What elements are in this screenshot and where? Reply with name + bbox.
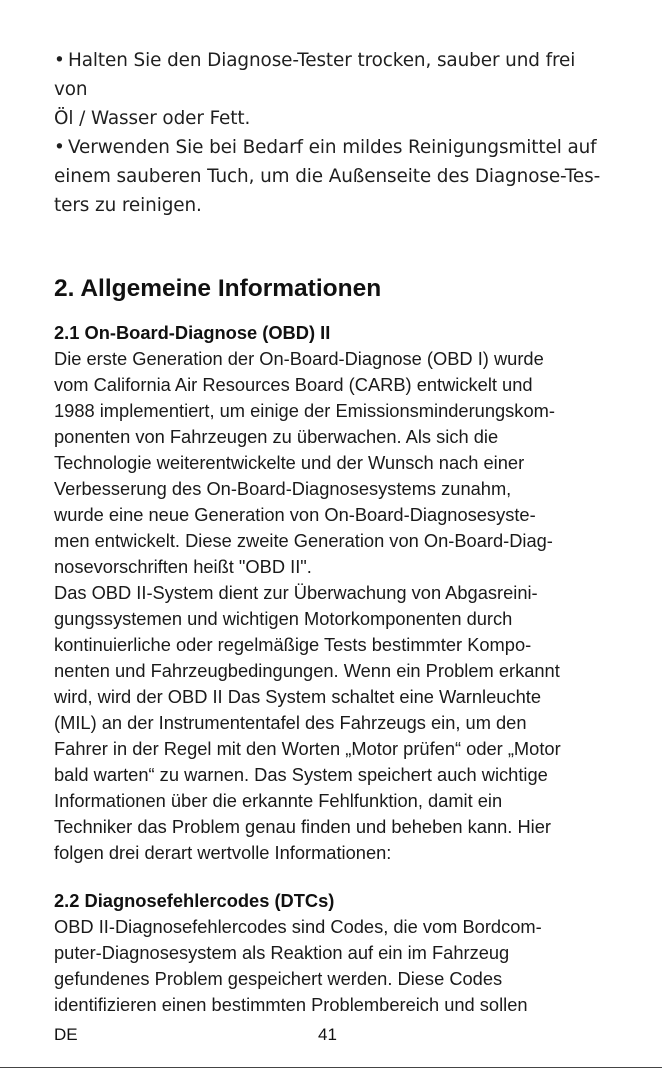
footer-page-number: 41 xyxy=(318,1025,337,1044)
text-line: ponenten von Fahrzeugen zu überwachen. Als sich die xyxy=(54,426,499,447)
bottom-divider xyxy=(0,1067,662,1068)
text-line: Die erste Generation der On-Board-Diagnose (OBD I) wurde xyxy=(54,348,544,369)
text-line: kontinuierliche oder regelmäßige Tests bestimmter Kompo- xyxy=(54,634,532,655)
text-line: nenten und Fahrzeugbedingungen. Wenn ein Problem erkannt xyxy=(54,660,560,681)
text-line: ters zu reinigen. xyxy=(54,195,202,216)
bullet-marker: • xyxy=(54,50,65,71)
text-line: Informationen über die erkannte Fehlfunktion, damit ein xyxy=(54,790,503,811)
text-line: nosevorschriften heißt "OBD II". xyxy=(54,556,312,577)
text-line: wurde eine neue Generation von On-Board-Diagnosesyste- xyxy=(54,504,536,525)
text-line: Öl / Wasser oder Fett. xyxy=(54,108,251,129)
text-line: 1988 implementiert, um einige der Emissionsminderungskom- xyxy=(54,400,555,421)
page-footer xyxy=(54,1025,614,1049)
text-line: (MIL) an der Instrumententafel des Fahrzeugs ein, um den xyxy=(54,712,527,733)
text-line: puter-Diagnosesystem als Reaktion auf ein im Fahrzeug xyxy=(54,942,510,963)
obd-system-paragraph xyxy=(54,580,614,866)
text-line: OBD II-Diagnosefehlercodes sind Codes, die vom Bordcom- xyxy=(54,916,542,937)
page-content xyxy=(54,46,614,1018)
text-line: gefundenes Problem gespeichert werden. Diese Codes xyxy=(54,968,503,989)
text-line: identifizieren einen bestimmten Problembereich und sollen xyxy=(54,994,528,1015)
text-line: folgen drei derart wertvolle Informationen: xyxy=(54,842,392,863)
section-heading: 2. Allgemeine Informationen xyxy=(54,275,382,302)
text-line: Verwenden Sie bei Bedarf ein mildes Reinigungsmittel auf xyxy=(68,137,597,158)
text-line: bald warten“ zu warnen. Das System speichert auch wichtige xyxy=(54,764,548,785)
text-line: einem sauberen Tuch, um die Außenseite des Diagnose-Tes- xyxy=(54,166,601,187)
subsection-heading-obd: 2.1 On-Board-Diagnose (OBD) II xyxy=(54,322,331,343)
obd-history-paragraph xyxy=(54,346,614,580)
text-line: Halten Sie den Diagnose-Tester trocken, sauber und frei von xyxy=(54,50,576,100)
footer-language-code: DE xyxy=(54,1025,78,1044)
text-line: Techniker das Problem genau finden und beheben kann. Hier xyxy=(54,816,551,837)
care-bullet-list xyxy=(54,46,614,220)
bullet-item-cleaning xyxy=(54,133,614,220)
bullet-marker: • xyxy=(54,137,65,158)
bullet-item-keep-dry xyxy=(54,46,614,133)
dtc-paragraph xyxy=(54,914,614,1018)
text-line: Fahrer in der Regel mit den Worten „Motor prüfen“ oder „Motor xyxy=(54,738,561,759)
subsection-heading-dtc: 2.2 Diagnosefehlercodes (DTCs) xyxy=(54,890,335,911)
text-line: Technologie weiterentwickelte und der Wunsch nach einer xyxy=(54,452,525,473)
text-line: Das OBD II-System dient zur Überwachung von Abgasreini- xyxy=(54,582,538,603)
text-line: wird, wird der OBD II Das System schaltet eine Warnleuchte xyxy=(54,686,541,707)
text-line: Verbesserung des On-Board-Diagnosesystems zunahm, xyxy=(54,478,512,499)
text-line: men entwickelt. Diese zweite Generation von On-Board-Diag- xyxy=(54,530,553,551)
text-line: gungssystemen und wichtigen Motorkomponenten durch xyxy=(54,608,513,629)
text-line: vom California Air Resources Board (CARB) entwickelt und xyxy=(54,374,533,395)
